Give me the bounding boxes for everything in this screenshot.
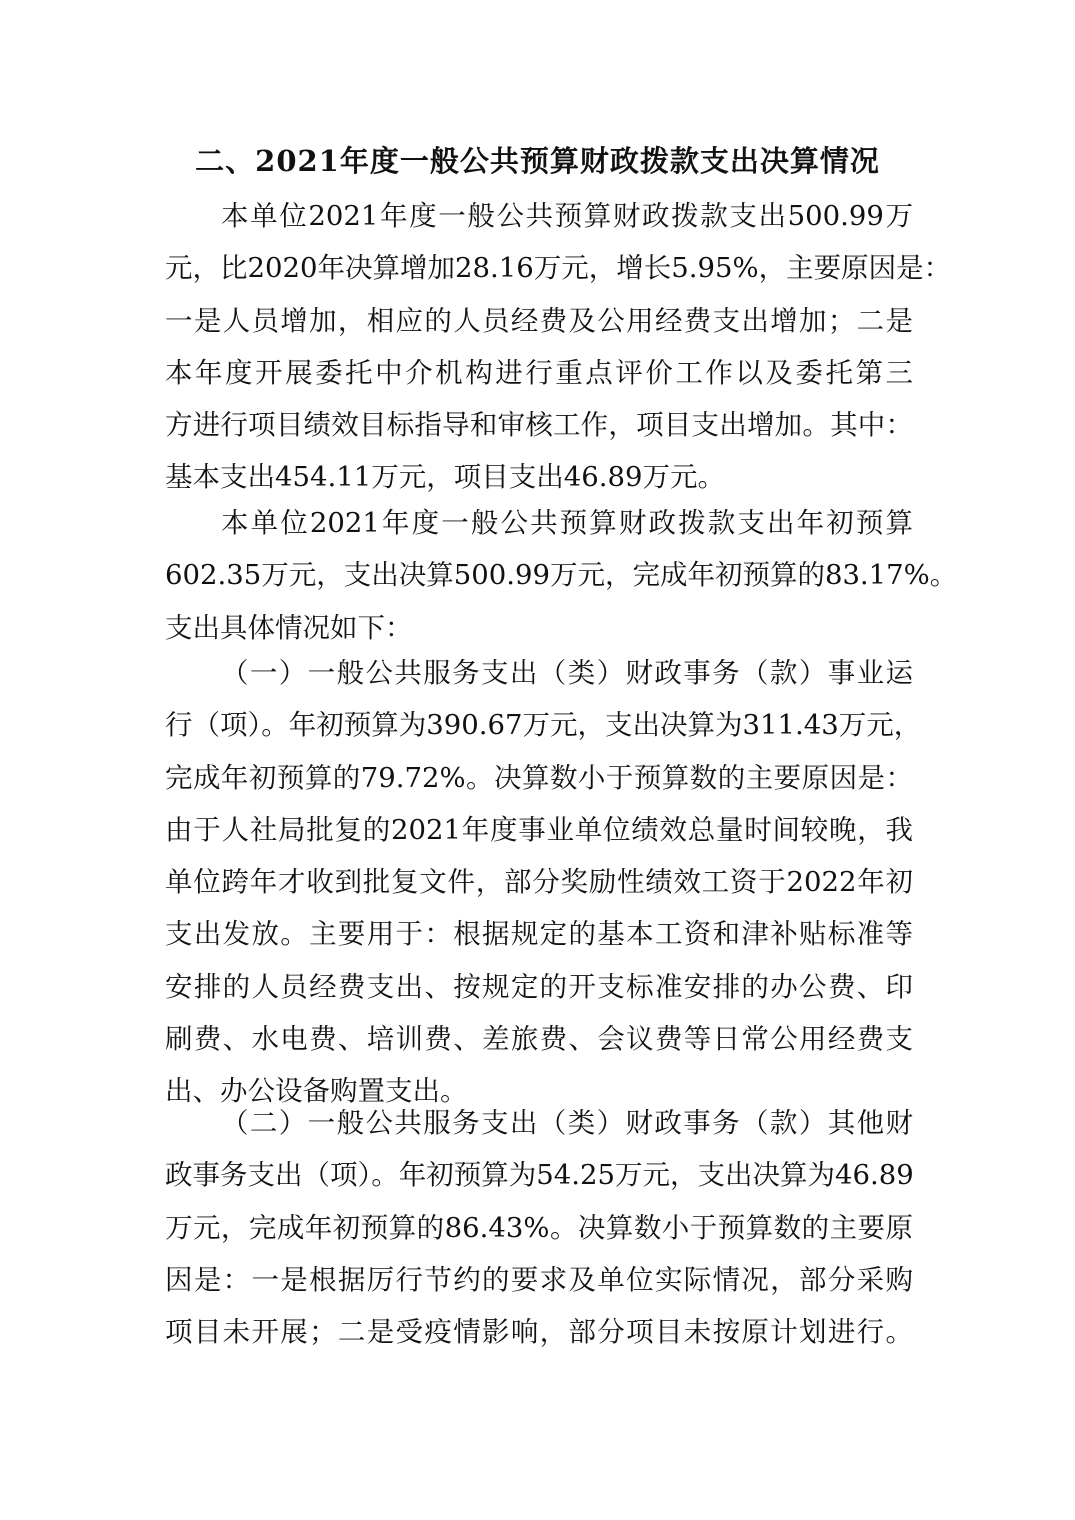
paragraph-line: 万元，完成年初预算的86.43%。决算数小于预算数的主要原 (165, 1211, 913, 1244)
paragraph-line: 完成年初预算的79.72%。决算数小于预算数的主要原因是： (165, 761, 913, 794)
paragraph-line: 基本支出454.11万元，项目支出46.89万元。 (165, 461, 725, 494)
paragraph-line: 刷费、水电费、培训费、差旅费、会议费等日常公用经费支 (165, 1023, 913, 1056)
paragraph-line: 由于人社局批复的2021年度事业单位绩效总量时间较晚，我 (165, 813, 913, 846)
section-heading: 二、2021年度一般公共预算财政拨款支出决算情况 (195, 144, 880, 178)
paragraph-line: （一）一般公共服务支出（类）财政事务（款）事业运 (221, 657, 913, 689)
paragraph-line: 行（项）。年初预算为390.67万元，支出决算为311.43万元， (165, 709, 922, 742)
paragraph-3 (165, 647, 922, 1118)
paragraph-line: 支出发放。主要用于：根据规定的基本工资和津补贴标准等 (165, 918, 913, 951)
paragraph-1 (165, 190, 952, 504)
paragraph-line: 因是：一是根据厉行节约的要求及单位实际情况，部分采购 (165, 1263, 913, 1296)
paragraph-line: 单位跨年才收到批复文件，部分奖励性绩效工资于2022年初 (165, 866, 913, 899)
paragraph-2 (165, 497, 958, 654)
paragraph-line: 602.35万元，支出决算500.99万元，完成年初预算的83.17%。 (165, 559, 958, 592)
paragraph-line: （二）一般公共服务支出（类）财政事务（款）其他财 (221, 1107, 913, 1139)
paragraph-line: 支出具体情况如下： (165, 611, 413, 644)
paragraph-line: 方进行项目绩效目标指导和审核工作，项目支出增加。其中： (165, 409, 913, 442)
paragraph-4 (165, 1097, 913, 1358)
paragraph-line: 项目未开展；二是受疫情影响，部分项目未按原计划进行。 (165, 1316, 913, 1349)
paragraph-line: 本单位2021年度一般公共预算财政拨款支出年初预算 (221, 507, 913, 539)
paragraph-line: 出、办公设备购置支出。 (165, 1075, 468, 1108)
paragraph-line: 一是人员增加，相应的人员经费及公用经费支出增加；二是 (165, 304, 913, 337)
paragraph-line: 本单位2021年度一般公共预算财政拨款支出500.99万 (221, 200, 913, 232)
paragraph-line: 本年度开展委托中介机构进行重点评价工作以及委托第三 (165, 356, 913, 389)
paragraph-line: 安排的人员经费支出、按规定的开支标准安排的办公费、印 (165, 970, 913, 1003)
paragraph-line: 元，比2020年决算增加28.16万元，增长5.95%，主要原因是： (165, 252, 952, 285)
paragraph-line: 政事务支出（项）。年初预算为54.25万元，支出决算为46.89 (165, 1159, 914, 1192)
